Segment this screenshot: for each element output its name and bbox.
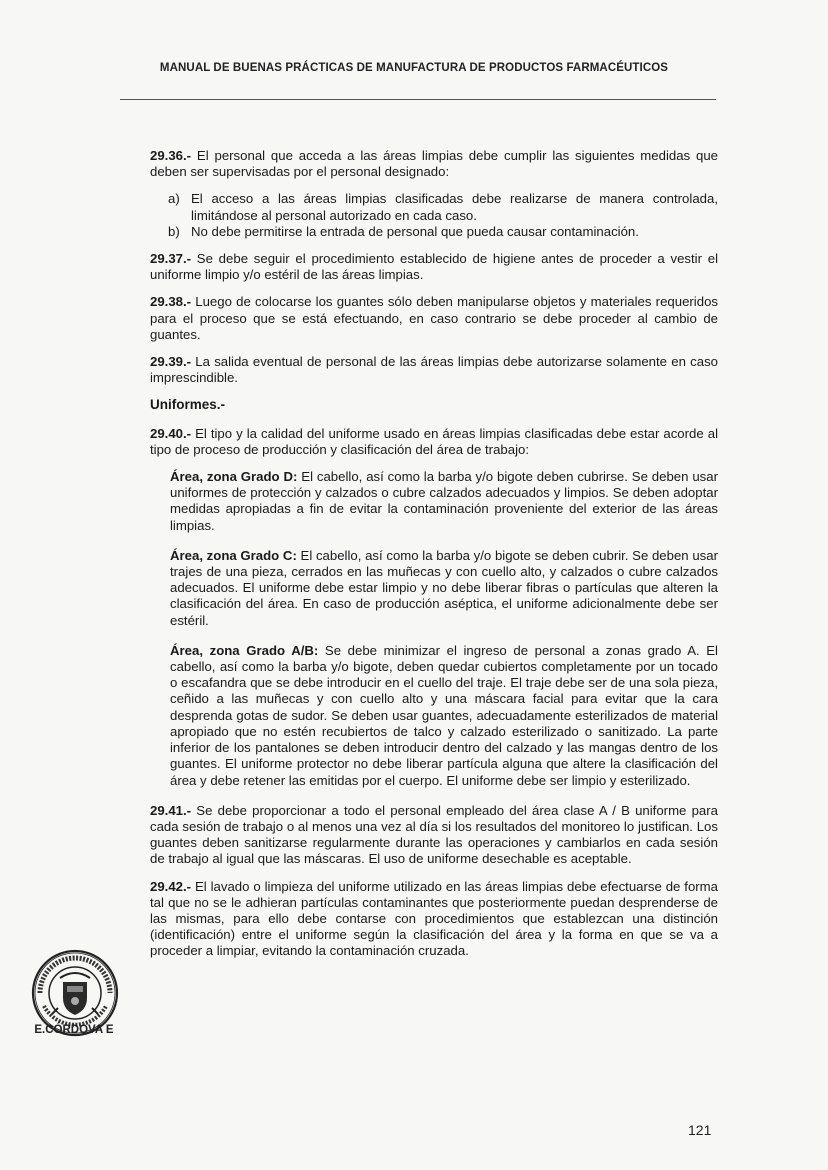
paragraph-number: 29.37.- (150, 251, 192, 267)
paragraph-text: La salida eventual de personal de las áreas limpias debe autorizarse solamente en caso imprescindible. (150, 354, 718, 386)
list-item-text: El acceso a las áreas limpias clasificadas debe realizarse de manera controlada, limitándose al personal autorizado en cada caso. (191, 191, 718, 223)
list-item (168, 191, 718, 223)
paragraph-text: El tipo y la calidad del uniforme usado en áreas limpias clasificadas debe estar acorde al tipo de proceso de producción y clasificación del área de trabajo: (150, 425, 718, 457)
header-rule (120, 99, 716, 100)
paragraph-29-36 (150, 148, 718, 180)
zone-grade-ab (170, 643, 718, 789)
section-heading-uniformes: Uniformes.- (150, 397, 226, 413)
zone-title: Área, zona Grado C: (170, 547, 297, 563)
measures-list (168, 191, 718, 240)
seal-signature-name: E.CÓRDOVA E (34, 1024, 114, 1036)
paragraph-29-40 (150, 426, 718, 458)
zone-grade-c (170, 548, 718, 629)
paragraph-29-37 (150, 251, 718, 283)
list-item (168, 224, 718, 240)
zone-title: Área, zona Grado D: (170, 469, 298, 485)
paragraph-29-38 (150, 294, 718, 343)
paragraph-number: 29.38.- (150, 294, 192, 310)
zone-grade-d (170, 469, 718, 534)
paragraph-text: Luego de colocarse los guantes sólo deben manipularse objetos y materiales requeridos para el proceso que se está efectuando, en caso contrario se debe proceder al cambio de guantes. (150, 294, 718, 342)
document-header: MANUAL DE BUENAS PRÁCTICAS DE MANUFACTURA DE PRODUCTOS FARMACÉUTICOS (159, 62, 669, 74)
list-item-label: a) (168, 191, 180, 207)
page-number: 121 (688, 1122, 712, 1138)
paragraph-number: 29.42.- (150, 878, 192, 894)
zone-text: El cabello, así como la barba y/o bigote se deben cubrir. Se deben usar trajes de una pieza, cerrados en las muñecas y con cuello alto, y calzados o cubre calzados adecuados. El uniforme debe estar limpio y no debe liberar fibras o partículas que alteren la clasificación del área. En caso de producción aséptica, el uniforme adicionalmente debe ser estéril. (170, 547, 718, 628)
paragraph-29-42 (150, 879, 718, 960)
paragraph-number: 29.39.- (150, 354, 192, 370)
paragraph-text: Se debe seguir el procedimiento establecido de higiene antes de proceder a vestir el uniforme limpio y/o estéril de las áreas limpias. (150, 251, 718, 283)
document-body (150, 148, 718, 971)
paragraph-number: 29.40.- (150, 425, 192, 441)
zone-title: Área, zona Grado A/B: (170, 642, 319, 658)
paragraph-text: Se debe proporcionar a todo el personal empleado del área clase A / B uniforme para cada sesión de trabajo o al menos una vez al día si los resultados del monitoreo lo justifican. Los guantes deben sanitizarse regularmente durante las operaciones y cambiarlos en cada sesión de trabajo al igual que las máscaras. El uso de uniforme desechable es aceptable. (150, 802, 718, 867)
paragraph-29-39 (150, 354, 718, 386)
paragraph-number: 29.36.- (150, 148, 192, 163)
paragraph-text: El personal que acceda a las áreas limpias debe cumplir las siguientes medidas que deben ser supervisadas por el personal designado: (150, 148, 718, 180)
paragraph-number: 29.41.- (150, 802, 192, 818)
list-item-label: b) (168, 223, 180, 239)
paragraph-text: El lavado o limpieza del uniforme utilizado en las áreas limpias debe efectuarse de forma tal que no se le adhieran partículas contaminantes que posteriormente puedan desprenderse de las mismas, para ello debe contarse con procedimientos que establezcan una distinción (identificación) entre el uniforme según la clasificación del área y la forma en que se va a proceder a limpiar, evitando la contaminación cruzada. (150, 878, 718, 959)
zone-text: Se debe minimizar el ingreso de personal a zonas grado A. El cabello, así como la barba y/o bigote, deben quedar cubiertos completamente por un tocado o escafandra que se debe introducir en el cuello del traje. El traje debe ser de una sola pieza, ceñido a las muñecas y con cuello alto y una máscara facial para evitar que la cara desprenda gotas de sudor. Se deben usar guantes, adecuadamente esterilizados de material apropiado que no estén recubiertos de talco y calzado esterilizado o sanitizado. La parte inferior de los pantalones se deben introducir dentro del calzado y las mangas dentro de los guantes. El uniforme protector no debe liberar partícula alguna que altere la clasificación del área y debe retener las emitidas por el cuerpo. El uniforme debe ser limpio y esterilizado. (170, 642, 718, 788)
list-item-text: No debe permitirse la entrada de personal que pueda causar contaminación. (191, 223, 639, 239)
zone-text: El cabello, así como la barba y/o bigote deben cubrirse. Se deben usar uniformes de protección y calzados o cubre calzados adecuados y limpios. Se deben adoptar medidas apropiadas a fin de evitar la contaminación proveniente del exterior de las áreas limpias. (170, 469, 718, 533)
paragraph-29-41 (150, 803, 718, 868)
